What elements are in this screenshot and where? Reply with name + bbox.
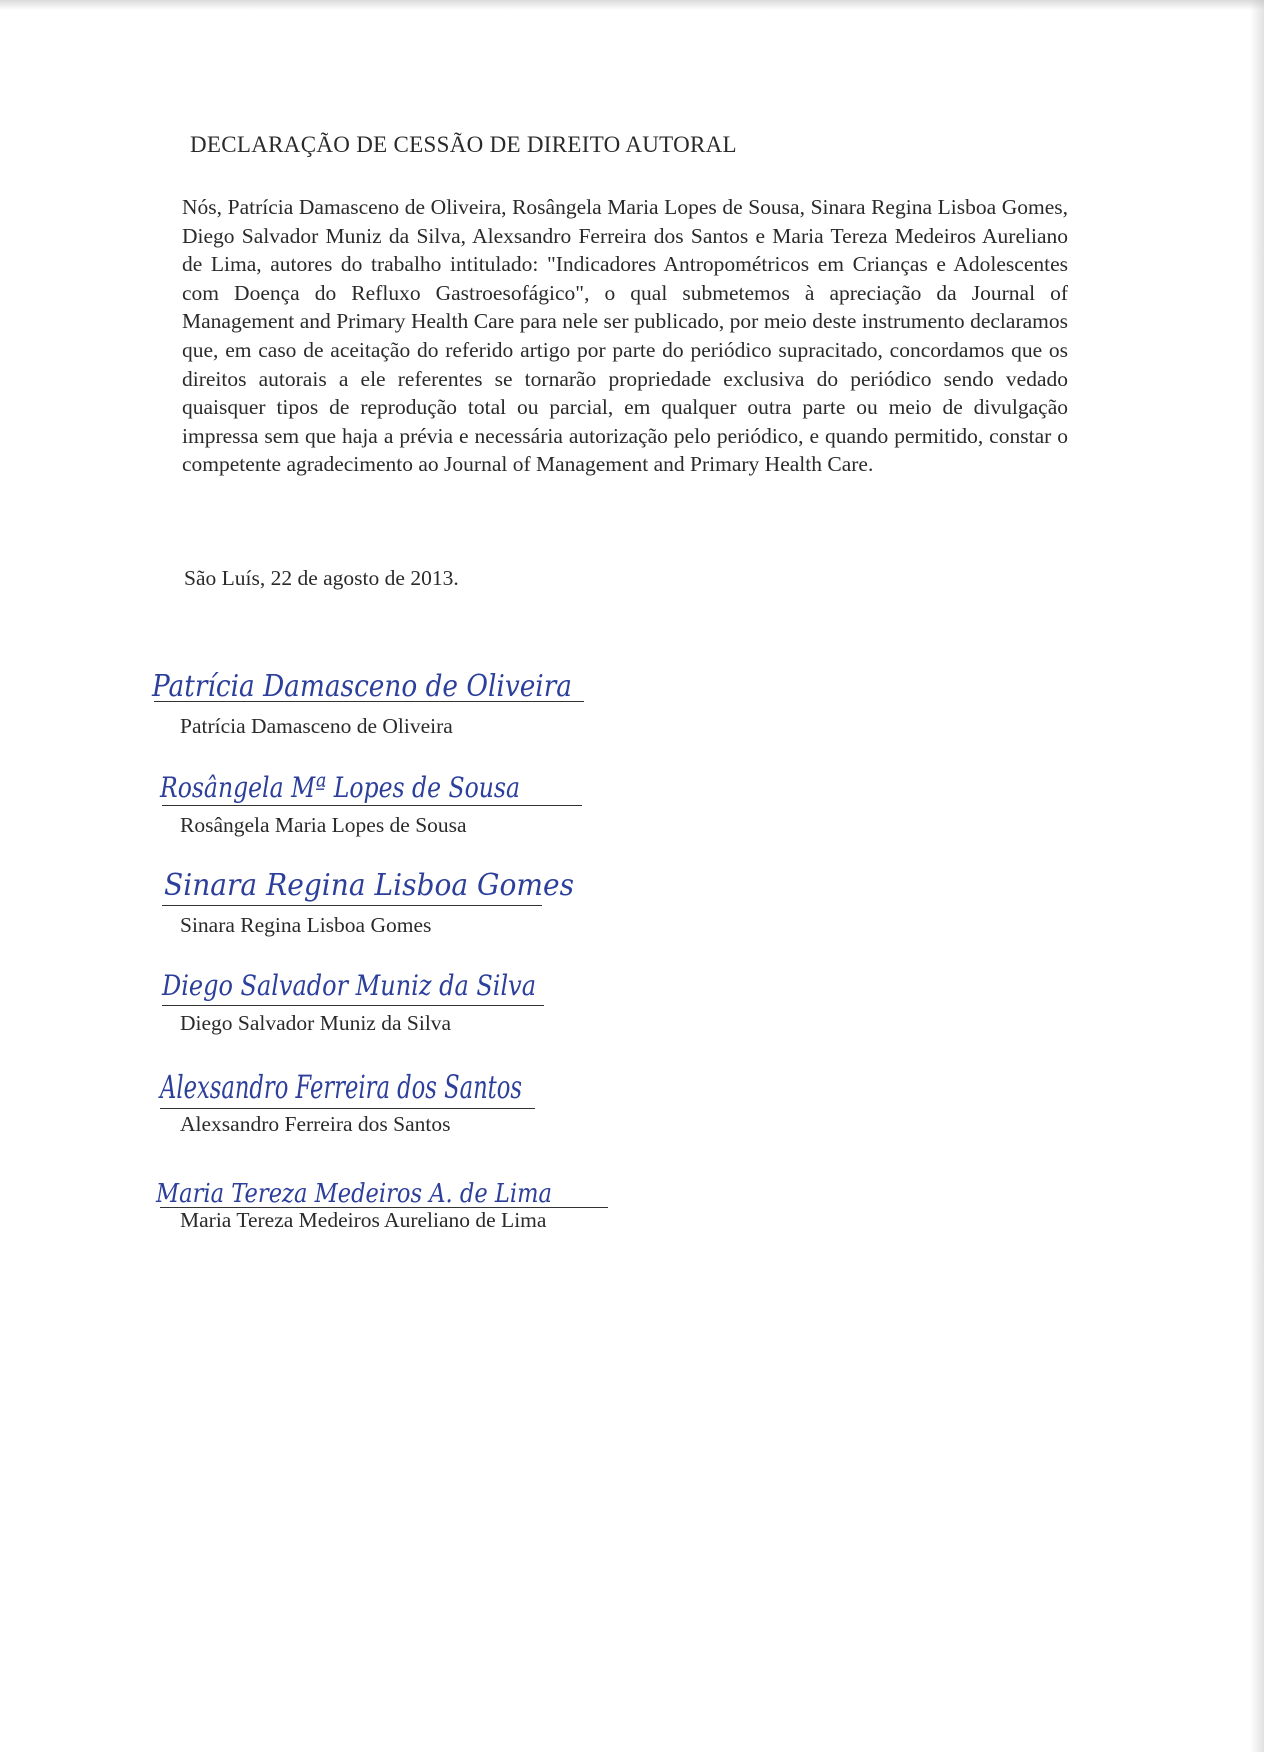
signer-name-1: Patrícia Damasceno de Oliveira [180, 714, 453, 738]
signature-block-2 [150, 755, 620, 850]
signer-name-5: Alexsandro Ferreira dos Santos [180, 1112, 451, 1136]
signer-name-3: Sinara Regina Lisboa Gomes [180, 913, 432, 937]
document-title: DECLARAÇÃO DE CESSÃO DE DIREITO AUTORAL [190, 132, 737, 157]
signer-name-4: Diego Salvador Muniz da Silva [180, 1011, 452, 1035]
signer-name-2: Rosângela Maria Lopes de Sousa [180, 813, 467, 837]
signature-block-4 [150, 953, 620, 1048]
signature-2-script: Rosângela Mª Lopes de Sousa [159, 771, 520, 804]
scan-shadow-right [1250, 0, 1264, 1752]
signature-block-5 [150, 1050, 620, 1145]
signature-3-script: Sinara Regina Lisboa Gomes [164, 868, 574, 903]
signature-line-3 [162, 905, 542, 906]
signature-line-1 [154, 701, 584, 702]
declaration-body: Nós, Patrícia Damasceno de Oliveira, Rosângela Maria Lopes de Sousa, Sinara Regina Lisboa Gomes, Diego Salvador Muniz da Silva, Alexsandro Ferreira dos Santos e Maria Tereza Medeiros Aureliano de Lima, autores do trabalho intitulado: "Indicadores Antropométricos em Crianças e Adolescentes com Doença do Refluxo Gastroesofágico", o qual submetemos à apreciação da Journal of Management and Primary Health Care para nele ser publicado, por meio deste instrumento declaramos que, em caso de aceitação do referido artigo por parte do periódico supracitado, concordamos que os direitos autorais a ele referentes se tornarão propriedade exclusiva do periódico sendo vedado quaisquer tipos de reprodução total ou parcial, em qualquer outra parte ou meio de divulgação impressa sem que haja a prévia e necessária autorização pelo periódico, e quando permitido, constar o competente agradecimento ao Journal of Management and Primary Health Care. [182, 195, 1068, 477]
signature-line-5 [160, 1108, 535, 1109]
signature-line-2 [162, 805, 582, 806]
date-line: São Luís, 22 de agosto de 2013. [184, 566, 459, 590]
scan-shadow-top [0, 0, 1264, 10]
handwritten-signature-1 [150, 652, 620, 712]
handwritten-signature-4 [150, 953, 620, 1013]
signature-block-1 [150, 652, 620, 747]
handwritten-signature-6 [150, 1150, 620, 1210]
signature-1-script: Patrícia Damasceno de Oliveira [151, 669, 572, 704]
handwritten-signature-2 [150, 755, 620, 815]
handwritten-signature-3 [150, 853, 620, 913]
signature-block-3 [150, 853, 620, 948]
signature-4-script: Diego Salvador Muniz da Silva [161, 969, 536, 1002]
signer-name-6: Maria Tereza Medeiros Aureliano de Lima [180, 1208, 547, 1232]
signature-6-script: Maria Tereza Medeiros A. de Lima [155, 1179, 553, 1209]
signature-5-script: Alexsandro Ferreira dos Santos [157, 1068, 522, 1106]
signature-line-4 [162, 1005, 544, 1006]
handwritten-signature-5 [150, 1050, 620, 1110]
signature-block-6 [150, 1150, 620, 1245]
